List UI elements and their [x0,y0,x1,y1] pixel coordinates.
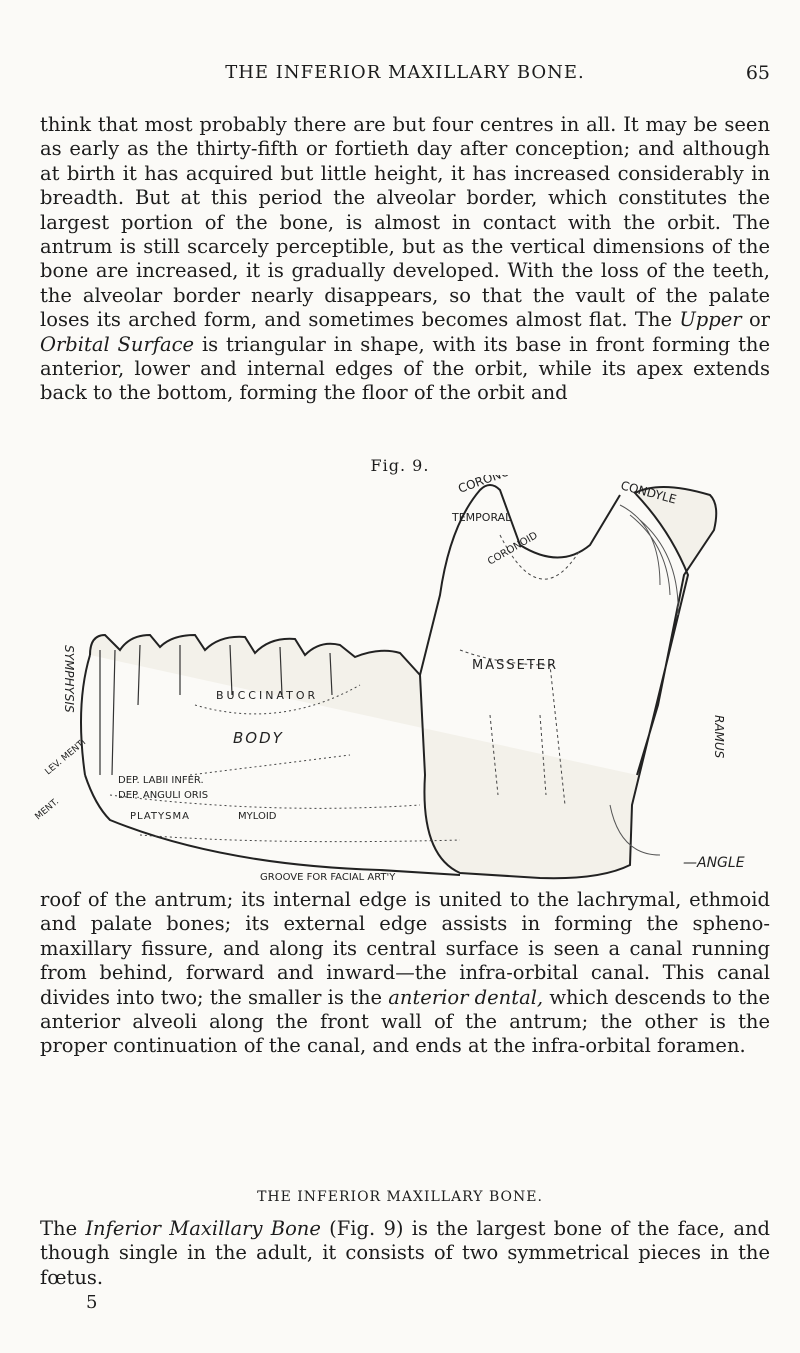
italic-term: Orbital Surface [40,332,195,356]
page-number: 65 [745,62,770,84]
label-mylo: MYLOID [238,811,277,822]
label-buccinator: BUCCINATOR [216,689,319,702]
label-groove: GROOVE FOR FACIAL ART'Y [260,872,396,883]
text-run: or [741,308,771,332]
section-heading: THE INFERIOR MAXILLARY BONE. [257,1189,543,1205]
text-run: roof of the antrum; its internal edge is united to the lachrymal, ethmoid and palate bones; its external edge assists in forming the spheno-maxillary fissure, and along its central surface is seen a canal running from behind, forward and inward—the infra-orbital canal. This canal divides into two; the smaller is the [40,888,770,1009]
text-run: think that most probably there are but four centres in all. It may be seen as early as the thirty-fifth or fortieth day after conception; and although at birth it has acquired but little height, it has increased considerably in breadth. But at this period the alveolar border, which constitutes the largest portion of the bone, is almost in contact with the orbit. The antrum is still scarcely perceptible, but as the vertical dimensions of the bone are increased, it is gradually developed. With the loss of the teeth, the alveolar border nearly disappears, so that the vault of the palate loses its arched form, and sometimes becomes almost flat. The [40,113,770,332]
running-head-title: THE INFERIOR MAXILLARY BONE. [225,62,585,83]
label-masseter: MASSETER [472,658,559,673]
running-head [40,62,770,86]
label-angle: —ANGLE [683,855,745,871]
coronoid-process [420,485,620,675]
label-condyle: CONDYLE [619,478,678,507]
label-coronoid: CORONOID [456,475,524,496]
text-run: which descends to the anterior alveoli along the front wall of the antrum; the other is the proper continuation of the canal, and ends at the infra-orbital foramen. [40,985,770,1058]
figure-9-mandible [20,475,780,885]
text-run: (Fig. 9) is the largest bone of the face, and though single in the adult, it consists of two symmetrical pieces in the fœtus. [40,1217,771,1289]
label-ramus: RAMUS [712,715,726,759]
paragraph-inferior-maxillary [40,1217,770,1290]
label-temporal: TEMPORAL [452,511,512,524]
text-run: is triangular in shape, with its base in front forming the anterior, lower and internal edges of the orbit, while its apex extends back to the bottom, forming the floor of the orbit and [40,332,771,405]
label-lev-menti: LEV. MENTI [43,737,89,778]
paragraph-antrum [40,888,770,1059]
paragraph-orbital-surface [40,113,770,406]
mandible-illustration [20,475,780,885]
signature-mark: 5 [86,1292,98,1313]
label-depressor-anguli: DEP. ANGULI ORIS [118,790,209,801]
mandible-front [81,655,90,775]
text-run: The [40,1217,86,1240]
label-depressor-labii: DEP. LABII INFER. [118,775,204,786]
italic-term: Upper [679,308,742,332]
figure-label: Fig. 9. [370,456,430,475]
label-ment: MENT. [33,796,61,823]
italic-term: anterior dental, [388,985,544,1009]
label-coronoid-inner: CORONOID [486,530,540,568]
label-body: BODY [233,729,284,747]
label-platysma: PLATYSMA [130,811,190,822]
italic-term: Inferior Maxillary Bone [85,1217,321,1240]
label-symphysis: SYMPHYSIS [62,645,76,713]
